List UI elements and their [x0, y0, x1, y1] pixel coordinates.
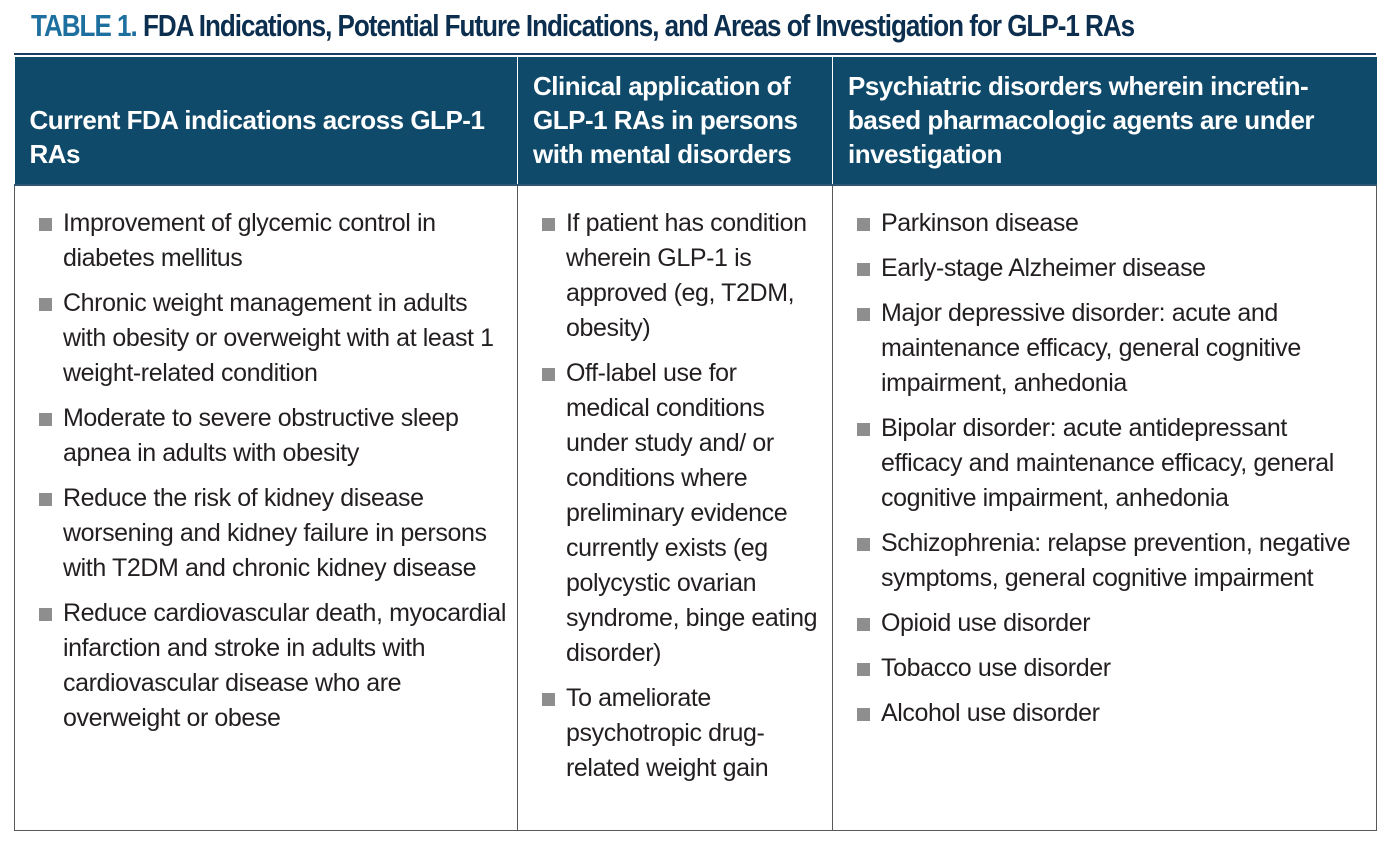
square-bullet-icon — [39, 413, 52, 426]
list-item — [857, 696, 1366, 731]
clinical-application-list — [542, 206, 822, 786]
list-item — [857, 526, 1366, 596]
list-item — [857, 296, 1366, 401]
square-bullet-icon — [39, 493, 52, 506]
square-bullet-icon — [39, 218, 52, 231]
square-bullet-icon — [857, 618, 870, 631]
table-row — [15, 185, 1377, 831]
fda-indications-list — [39, 206, 507, 736]
list-item-text: If patient has condition wherein GLP-1 is approved (eg, T2DM, obesity) — [566, 209, 807, 342]
list-item-text: Reduce the risk of kidney disease worsening and kidney failure in persons with T2DM and chronic kidney disease — [63, 484, 487, 582]
list-item-text: Chronic weight management in adults with obesity or overweight with at least 1 weight-related condition — [63, 289, 494, 387]
list-item-text: Parkinson disease — [881, 209, 1079, 237]
square-bullet-icon — [857, 423, 870, 436]
column-header-psychiatric-disorders: Psychiatric disorders wherein incretin-based pharmacologic agents are under investigation — [833, 57, 1377, 185]
list-item-text: Opioid use disorder — [881, 609, 1091, 637]
list-item — [542, 356, 822, 671]
list-item — [39, 401, 507, 471]
square-bullet-icon — [39, 608, 52, 621]
list-item — [857, 411, 1366, 516]
table-title-label: TABLE 1. — [31, 8, 137, 43]
list-item — [39, 481, 507, 586]
list-item — [542, 681, 822, 786]
list-item — [39, 596, 507, 736]
list-item — [857, 206, 1366, 241]
list-item-text: To ameliorate psychotropic drug-related weight gain — [566, 684, 769, 782]
list-item-text: Major depressive disorder: acute and maintenance efficacy, general cognitive impairment, anhedonia — [881, 299, 1301, 397]
square-bullet-icon — [857, 663, 870, 676]
square-bullet-icon — [857, 308, 870, 321]
table-title — [31, 6, 1134, 46]
list-item-text: Reduce cardiovascular death, myocardial infarction and stroke in adults with cardiovascular disease who are overweight or obese — [63, 599, 506, 732]
column-header-clinical-application: Clinical application of GLP-1 RAs in persons with mental disorders — [518, 57, 833, 185]
psychiatric-disorders-list — [857, 206, 1366, 731]
list-item-text: Improvement of glycemic control in diabetes mellitus — [63, 209, 436, 272]
column-cell-fda-indications — [15, 185, 518, 831]
square-bullet-icon — [857, 218, 870, 231]
list-item-text: Bipolar disorder: acute antidepressant efficacy and maintenance efficacy, general cognitive impairment, anhedonia — [881, 414, 1334, 512]
square-bullet-icon — [857, 708, 870, 721]
list-item-text: Tobacco use disorder — [881, 654, 1111, 682]
square-bullet-icon — [542, 218, 555, 231]
list-item — [542, 206, 822, 346]
table-header-row — [15, 57, 1377, 185]
title-rule — [14, 53, 1376, 55]
list-item-text: Early-stage Alzheimer disease — [881, 254, 1206, 282]
list-item-text: Moderate to severe obstructive sleep apnea in adults with obesity — [63, 404, 459, 467]
square-bullet-icon — [542, 368, 555, 381]
list-item — [39, 206, 507, 276]
column-cell-psychiatric-disorders — [833, 185, 1377, 831]
column-cell-clinical-application — [518, 185, 833, 831]
table-title-text: FDA Indications, Potential Future Indications, and Areas of Investigation for GLP-1 RAs — [142, 8, 1135, 43]
square-bullet-icon — [39, 298, 52, 311]
indications-table — [14, 57, 1377, 831]
list-item — [857, 251, 1366, 286]
square-bullet-icon — [542, 693, 555, 706]
list-item — [857, 606, 1366, 641]
list-item — [857, 651, 1366, 686]
square-bullet-icon — [857, 538, 870, 551]
list-item-text: Off-label use for medical conditions under study and/ or conditions where preliminary evidence currently exists (eg polycystic ovarian syndrome, binge eating disorder) — [566, 359, 818, 667]
list-item-text: Schizophrenia: relapse prevention, negative symptoms, general cognitive impairment — [881, 529, 1351, 592]
square-bullet-icon — [857, 263, 870, 276]
list-item-text: Alcohol use disorder — [881, 699, 1100, 727]
column-header-fda-indications: Current FDA indications across GLP-1 RAs — [15, 57, 518, 185]
list-item — [39, 286, 507, 391]
